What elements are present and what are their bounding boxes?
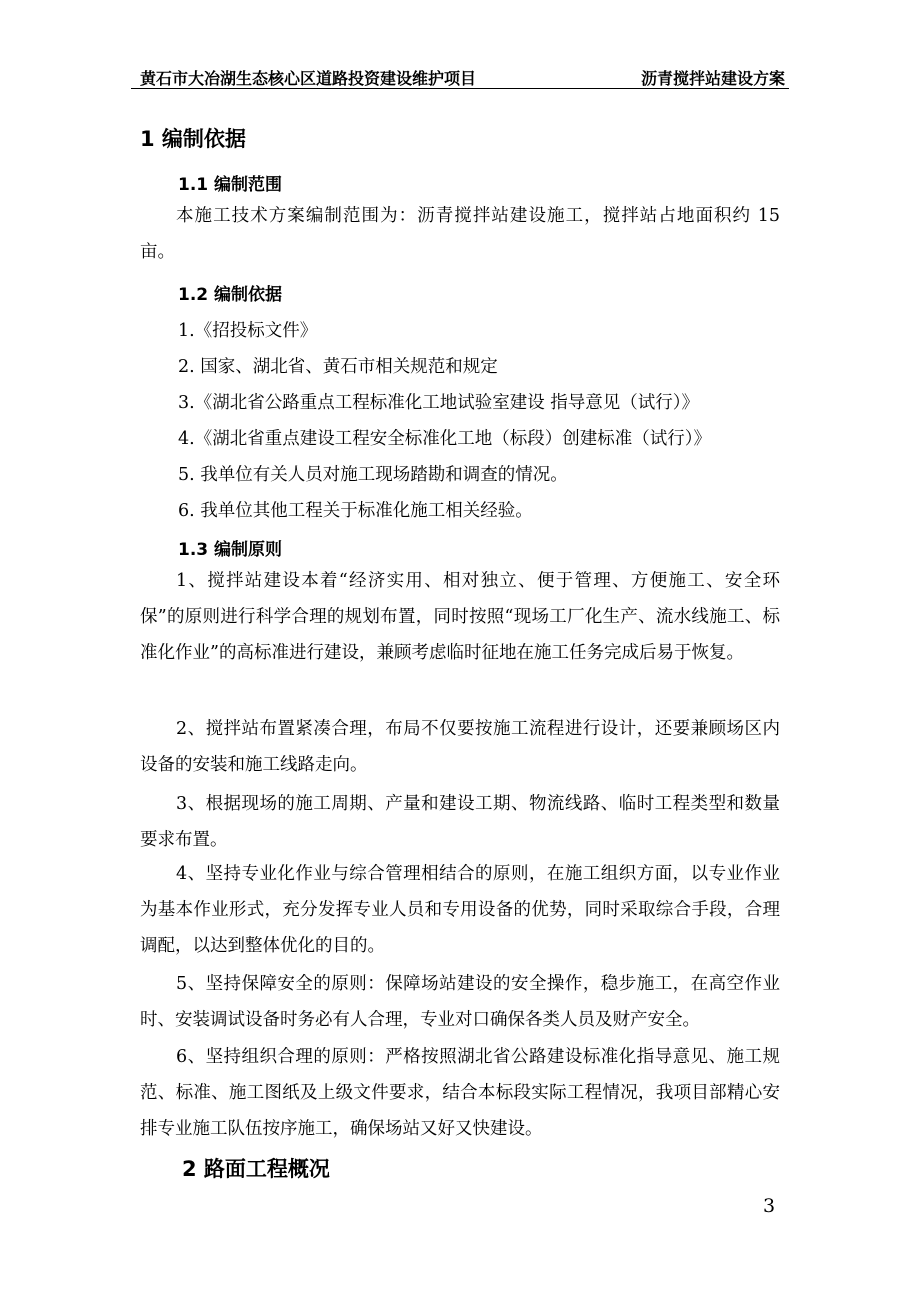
principle-paragraph-2: 2、搅拌站布置紧凑合理，布局不仅要按施工流程进行设计，还要兼顾场区内设备的安装和施工线路走向。	[140, 719, 780, 775]
section-1-1-heading: 1.1 编制范围	[178, 175, 283, 195]
principle-paragraph-1: 1、搅拌站建设本着“经济实用、相对独立、便于管理、方便施工、安全环保”的原则进行科学合理的规划布置，同时按照“现场工厂化生产、流水线施工、标准化作业”的高标准进行建设，兼顾考虑临时征地在施工任务完成后易于恢复。	[140, 571, 780, 663]
header-project-title: 黄石市大冶湖生态核心区道路投资建设维护项目	[140, 69, 477, 88]
list-item: 2. 国家、湖北省、黄石市相关规范和规定	[178, 357, 498, 377]
principle-paragraph-3: 3、根据现场的施工周期、产量和建设工期、物流线路、临时工程类型和数量要求布置。	[140, 794, 780, 850]
header-document-title: 沥青搅拌站建设方案	[640, 69, 785, 88]
section-1-2-heading: 1.2 编制依据	[178, 285, 283, 305]
section-1-3-heading: 1.3 编制原则	[178, 540, 283, 560]
page-number: 3	[763, 1195, 776, 1217]
list-item: 5. 我单位有关人员对施工现场踏勘和调查的情况。	[178, 465, 568, 485]
list-item: 6. 我单位其他工程关于标准化施工相关经验。	[178, 501, 533, 521]
principle-paragraph-5: 5、坚持保障安全的原则：保障场站建设的安全操作，稳步施工，在高空作业时、安装调试设备时务必有人合理，专业对口确保各类人员及财产安全。	[140, 974, 780, 1030]
list-item: 1.《招投标文件》	[178, 321, 318, 341]
list-item: 4.《湖北省重点建设工程安全标准化工地（标段）创建标准（试行）》	[178, 429, 711, 449]
section-1-heading: 1 编制依据	[140, 127, 246, 151]
list-item: 3.《湖北省公路重点工程标准化工地试验室建设 指导意见（试行）》	[178, 393, 700, 413]
section-2-heading: 2 路面工程概况	[182, 1157, 330, 1181]
principle-paragraph-6: 6、坚持组织合理的原则：严格按照湖北省公路建设标准化指导意见、施工规范、标准、施工图纸及上级文件要求，结合本标段实际工程情况，我项目部精心安排专业施工队伍按序施工，确保场站又好又快建设。	[140, 1047, 780, 1139]
section-1-1-paragraph: 本施工技术方案编制范围为：沥青搅拌站建设施工，搅拌站占地面积约 15 亩。	[140, 206, 780, 262]
page-header	[131, 66, 789, 89]
principle-paragraph-4: 4、坚持专业化作业与综合管理相结合的原则，在施工组织方面，以专业作业为基本作业形式，充分发挥专业人员和专用设备的优势，同时采取综合手段，合理调配，以达到整体优化的目的。	[140, 864, 780, 956]
